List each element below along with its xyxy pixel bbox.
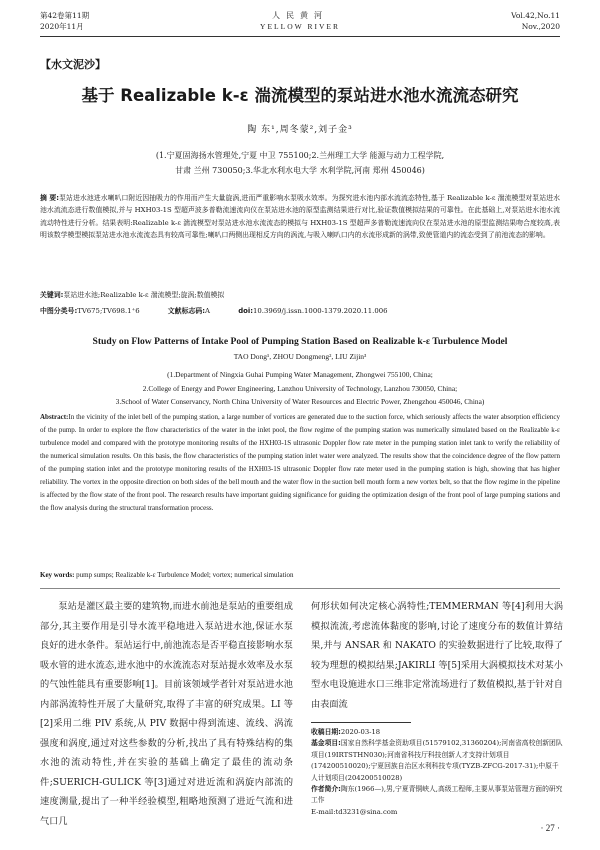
keywords-en-text: pump sumps; Realizable k-ε Turbulence Model; vortex; numerical simulation: [76, 571, 294, 579]
received-label: 收稿日期:: [311, 728, 341, 736]
body-text-left-column: 泵站是灌区最主要的建筑物,而进水前池是泵站的重要组成部分,其主要作用是引导水流平稳地进入泵站进水池,保证水泵良好的进水条件。泵站运行中,前池流态是否平稳直接影响水泵吸水管的进水流态,进水池中的水流流态对泵站提水效率及水泵的气蚀性能具有重要影响[1]。目前该领域学者针对泵站进水池内部涡流特性开展了大量研究,取得了丰富的研究成果。LI 等[2]采用二维 PIV 系统,从 PIV 数据中得到流速、流线、涡流强度和涡度,通过对这些参数的分析,找出了具有特殊结构的集水池的流动特性,并在实验的基础上确定了最佳的流动条件;SUERICH-GULICK 等[3]通过对进近流和涡旋内部流的速度测量,提出了一种半经验模型,粗略地预测了进近气流和进气口几: [40, 601, 293, 827]
received-date: 2020-03-18: [340, 728, 381, 736]
footnote-funding: [311, 738, 563, 784]
funding-label: 基金项目:: [311, 739, 341, 748]
affiliations-en: [40, 368, 560, 409]
keywords-en: [40, 570, 560, 581]
header-center: [40, 10, 560, 32]
affiliation-en-line: (1.Department of Ningxia Guhai Pumping Water Management, Zhongwei 755100, China;: [167, 370, 433, 379]
abstract-cn: [40, 192, 560, 242]
footnote-author: [311, 784, 563, 807]
journal-name-cn: 人民黄河: [272, 11, 328, 20]
abstract-cn-text: 泵站进水池进水喇叭口附近因抽吸力的作用而产生大量旋涡,进而严重影响水泵吸水效率。为探究进水池内部水流流态特性,基于 Realizable k-ε 湍流模型对泵站进水池水流流态进行数值模拟,并与 HXH03-1S 型超声波多普勒流速流向仪在泵站进水池的原型监测结果进行对比,验证数值模拟结果的可靠性。在此基础上,对泵站进水池水流流动特性进行分析。结果表明:Realizable k-ε 湍流模型对泵站进水池水流流态的模拟与 HXH03-1S 型超声多普勒流速流向仪在泵站进水池的原型监测结果吻合度较高,表明该数学模型模拟泵站进水池水流流态具有较高可靠性;喇叭口两侧出现相反方向的涡流,与吸入喇叭口内的水流形成新的涡带,致使管道内的流态受到了前池流态的影响。: [40, 194, 560, 240]
clc-number: [40, 306, 140, 317]
affiliations-cn: [50, 148, 550, 178]
author-bio-text: 陶东(1966—),男,宁夏青铜峡人,高级工程师,主要从事泵站管理方面的研究工作: [311, 785, 563, 805]
header-volume-en: Vol.42,No.11: [511, 11, 560, 20]
classification-cn: [40, 306, 560, 317]
keywords-cn-label: 关键词:: [40, 291, 64, 299]
column-tag: 【水文泥沙】: [40, 58, 106, 71]
abstract-en-label: Abstract:: [40, 413, 69, 421]
header-right: [511, 10, 560, 32]
doi-label: doi:: [238, 307, 253, 315]
affiliation-en-line: 2.College of Energy and Power Engineering, Lanzhou University of Technology, Lanzhou 730050, China;: [142, 383, 458, 393]
page-number: · 27 ·: [540, 823, 560, 833]
document-code: [168, 306, 210, 317]
authors-en: TAO Dong¹, ZHOU Dongmeng², LIU Zijin³: [233, 352, 367, 361]
body-text-right-column: 何形状如何决定核心涡特性;TEMMERMAN 等[4]利用大涡模拟流流,考虑流体黏度的影响,讨论了速度分布的数值计算结果,并与 ANSAR 和 NAKATO 的实验数据进行了比较,取得了较为理想的模拟结果;JAKIRLI 等[5]采用大涡模拟技术对某小型水电设施进水口三维非定常流场进行了数值模拟,基于针对自由表面流: [311, 601, 563, 710]
running-header: [40, 10, 560, 36]
affiliation-cn-line: 甘肃 兰州 730050;3.华北水利水电大学 水利学院,河南 郑州 450046): [175, 166, 425, 175]
body-rule: [40, 588, 560, 589]
affiliation-cn-line: (1.宁夏固海扬水管理处,宁夏 中卫 755100;2.兰州理工大学 能源与动力工程学院,: [155, 151, 445, 160]
footnote-rule: [311, 722, 411, 723]
header-date-cn: 2020年11月: [40, 22, 84, 31]
clc-value: TV675;TV698.1⁺6: [77, 307, 140, 315]
abstract-en: [40, 411, 560, 515]
author-bio-label: 作者简介:: [311, 785, 341, 794]
footnote-received: [311, 727, 563, 738]
title-cn: 基于 Realizable k-ε 湍流模型的泵站进水池水流流态研究: [81, 86, 519, 105]
doc-code-value: A: [205, 307, 210, 315]
footnote: [311, 727, 563, 818]
clc-label: 中图分类号:: [40, 307, 78, 315]
header-rule: [40, 36, 560, 37]
keywords-cn: [40, 290, 560, 301]
footnote-email: E-mail:td3231@sina.com: [311, 807, 398, 816]
doc-code-label: 文献标志码:: [167, 307, 206, 315]
header-date-en: Nov.,2020: [521, 22, 560, 31]
title-en: Study on Flow Patterns of Intake Pool of Pumping Station Based on Realizable k-ε Turbulence Model: [92, 336, 508, 347]
authors-cn: 陶 东¹,周冬蒙²,刘子金³: [247, 125, 353, 135]
abstract-en-text: In the vicinity of the inlet bell of the pumping station, a large number of vortices are generated due to the suction force, which seriously affects the water absorption efficiency of the pump. In order to explore the flow characteristics of the water in the inlet pool, the flow regime of the pumping station was numerically simulated based on the Realizable k-ε turbulence model and compared with the prototype monitoring results of the HXH03-1S ultrasonic Doppler flow rate meter in the pumping station inlet tank to verify the reliability of the numerical simulation results. On this basis, the flow characteristics of the pumping station inlet water were analyzed. The results show that the coincidence degree of the flow pattern of the pumping station inlet and the prototype monitoring results of the HXH03-1S ultrasonic Doppler flow rate meter used in the pumping station is high, showing that has higher reliability. The vortex in the opposite direction on both sides of the bell mouth and the water flow in the suction bell mouth form a new vortex belt, so that the flow regime in the pipeline is affected by the flow state of the front pool. The research results have important guiding significance for guiding the optimization design of the front pool of large pumping stations and the flow analysis during the structural transformation process.: [40, 413, 560, 512]
funding-text: 国家自然科学基金资助项目(51579102,31360204);河南省高校创新团队项目(19IRTSTHN030);河南省科技厅科技创新人才支持计划项目(174200510020);宁夏回族自治区水利科技专项(TYZB-ZFCG-2017-31);中原千人计划项目(204200510028): [311, 739, 563, 782]
keywords-cn-text: 泵站进水池;Realizable k-ε 湍流模型;旋涡;数值模拟: [63, 291, 225, 299]
affiliation-en-line: 3.School of Water Conservancy, North China University of Water Resources and Electric Power, Zhengzhou 450046, China): [115, 397, 485, 406]
doi: [238, 306, 387, 317]
header-volume: 第42卷第11期: [40, 11, 90, 20]
doi-value: 10.3969/j.issn.1000-1379.2020.11.006: [253, 307, 388, 315]
keywords-en-label: Key words:: [40, 571, 75, 579]
journal-name-en: YELLOW RIVER: [260, 22, 340, 31]
abstract-cn-label: 摘 要:: [40, 194, 60, 202]
